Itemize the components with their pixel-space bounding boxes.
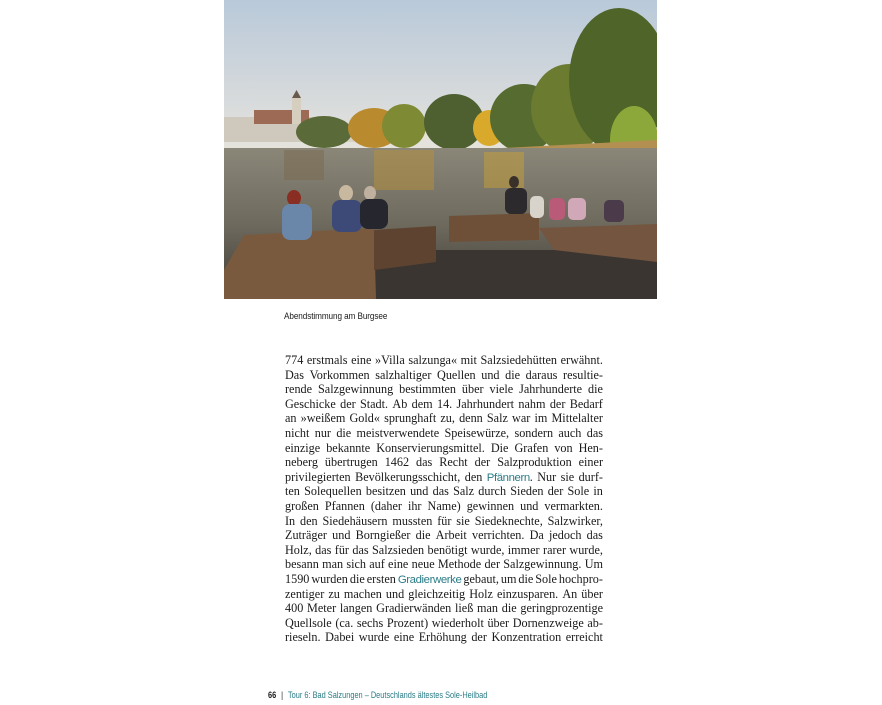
word: nur (314, 425, 331, 440)
text-line (285, 441, 603, 456)
page-number: 66 (268, 690, 277, 700)
word: Konservierungsmittel. (376, 440, 485, 455)
word: sich (346, 557, 366, 572)
text-line (285, 528, 603, 543)
word: denn (459, 411, 483, 426)
word: 400 (285, 601, 304, 616)
word: Name) (427, 498, 461, 513)
word: das (432, 484, 449, 499)
word: Sole (535, 571, 557, 586)
word: Zuträger (285, 528, 327, 543)
word: die (518, 571, 534, 586)
word: Salz (453, 484, 475, 499)
word: der (474, 455, 491, 470)
word: erstmals (306, 353, 348, 367)
word: sie (560, 469, 575, 484)
word: zu, (440, 411, 455, 426)
word: viele (489, 382, 514, 397)
word: dem (411, 396, 433, 411)
word: besitzen (365, 484, 406, 499)
word: und (385, 586, 405, 601)
word: sondern (514, 425, 554, 440)
word: Salzgewinnung. (503, 557, 582, 572)
text-line (285, 601, 603, 616)
word: das (586, 425, 603, 440)
word: (daher (370, 498, 402, 513)
word: Siedeknechte, (474, 513, 543, 528)
word: eine (351, 353, 372, 367)
word: einzige (285, 440, 321, 455)
word: großen (285, 498, 319, 513)
word: über (461, 382, 484, 397)
word: und (520, 498, 539, 513)
word: Ab (392, 396, 408, 411)
word: Holz, (285, 542, 312, 557)
word: zentiger (285, 586, 325, 601)
word: der (484, 557, 500, 572)
word: rarer (543, 542, 567, 557)
text-line (285, 411, 603, 426)
word: Quellen (437, 367, 476, 382)
word: Grafen (514, 440, 549, 455)
word: das (315, 542, 332, 557)
word: die (415, 528, 431, 543)
word: Stadt. (359, 396, 389, 411)
word: 774 (285, 353, 304, 367)
word: besann (285, 557, 319, 572)
text-line (285, 514, 603, 529)
word: ihr (407, 498, 422, 513)
word: daraus (525, 367, 558, 382)
word: bekannte (326, 440, 371, 455)
word: 1590 (285, 571, 310, 586)
word: einzusparen. (496, 586, 559, 601)
word: meistverwendete (356, 425, 440, 440)
text-line (285, 353, 603, 368)
word: über (487, 615, 510, 630)
word: privilegierten (285, 469, 351, 484)
word: Salz (486, 411, 508, 426)
word: eine (393, 630, 415, 645)
word: Salzwirker, (547, 513, 603, 528)
word: den (464, 469, 483, 484)
word: in (593, 484, 603, 499)
word: hochpro- (558, 571, 603, 586)
word: Mittelalter (551, 411, 603, 426)
word: von (554, 440, 573, 455)
word: den (300, 513, 318, 528)
word: Solequellen (304, 484, 362, 499)
word: »weißem (300, 411, 346, 426)
text-line (285, 572, 603, 587)
word: sechs (356, 615, 384, 630)
word: 14. (436, 396, 453, 411)
word: 1462 (384, 455, 410, 470)
word: Das (285, 367, 304, 382)
word: eine (388, 557, 409, 572)
word: Hen- (578, 440, 603, 455)
text-line (285, 368, 603, 383)
word: machen (343, 586, 382, 601)
word: Speisewürze, (444, 425, 510, 440)
word: Borngießer (355, 528, 411, 543)
word: Recht (439, 455, 468, 470)
glossary-term[interactable]: Pfännern (486, 471, 530, 484)
word: gebaut, (463, 571, 499, 586)
word: benötigt (427, 542, 468, 557)
word: ersten (366, 571, 396, 586)
word: ließ (455, 601, 474, 616)
word: das (352, 542, 369, 557)
word: nahm (518, 396, 546, 411)
word: das (586, 528, 603, 543)
word: Bedarf (569, 396, 603, 411)
word: sie (456, 513, 470, 528)
text-line (285, 543, 603, 558)
running-title: Tour 6: Bad Salzungen – Deutschlands ältestes Sole-Heilbad (287, 690, 488, 700)
word: neberg (285, 455, 318, 470)
word: wurde, (470, 542, 505, 557)
word: Jahrhundert (456, 396, 515, 411)
word: Geschicke (285, 396, 336, 411)
body-text (285, 353, 603, 645)
footer-separator: | (281, 690, 284, 700)
text-line (285, 484, 603, 499)
word: die (505, 367, 520, 382)
word: Salzgewinnung (318, 382, 394, 397)
word: langen (339, 601, 373, 616)
word: Meter (307, 601, 337, 616)
word: für (334, 542, 349, 557)
word: wiederholt (431, 615, 484, 630)
word: für (437, 513, 452, 528)
word: Methode (437, 557, 482, 572)
text-line (285, 470, 603, 485)
word: Salzproduktion (497, 455, 572, 470)
word: Sieden (510, 484, 544, 499)
text-line (285, 397, 603, 412)
word: immer (507, 542, 540, 557)
word: Nur (537, 469, 557, 484)
word: vermarkten. (544, 498, 603, 513)
word: das (416, 455, 433, 470)
word: Pfannen (324, 498, 365, 513)
text-line (285, 426, 603, 441)
word: der (340, 396, 356, 411)
word: Gold« (349, 411, 380, 426)
word: Salzsieden (372, 542, 425, 557)
word: wurde (358, 630, 390, 645)
photo-caption: Abendstimmung am Burgsee (284, 311, 388, 322)
word: zu (328, 586, 340, 601)
word: Prozent) (386, 615, 429, 630)
word-with-term: Pfännern. (486, 469, 533, 484)
word-with-term (398, 572, 462, 587)
word: »Villa (375, 353, 405, 367)
word: geringprozentige (520, 601, 603, 616)
word: der (547, 484, 564, 499)
word: durch (478, 484, 507, 499)
text-line (285, 499, 603, 514)
text-line (285, 616, 603, 631)
word: Dornenzweige (512, 615, 584, 630)
word: An (562, 586, 578, 601)
word: ab- (587, 615, 603, 630)
text-line (285, 630, 603, 645)
page-footer (268, 690, 487, 700)
word: die (501, 601, 517, 616)
lake-photo (224, 0, 657, 299)
word: und (481, 367, 500, 382)
word: die (336, 425, 352, 440)
burgsee-illustration (224, 0, 657, 299)
word: Vorkommen (309, 367, 370, 382)
word: Sole (567, 484, 590, 499)
word: über (581, 586, 603, 601)
word: und (410, 484, 429, 499)
word: wurden (311, 571, 348, 586)
word: neue (411, 557, 435, 572)
word: und (332, 528, 351, 543)
word: gleichzeitig (408, 586, 466, 601)
word: der (471, 630, 487, 645)
word: Arbeit (435, 528, 467, 543)
text-line (285, 587, 603, 602)
word: um (500, 571, 517, 586)
word: man (477, 601, 499, 616)
word: war (512, 411, 531, 426)
word: Die (490, 440, 509, 455)
word: durf- (578, 469, 603, 484)
word: erreicht (565, 630, 603, 645)
word: salzunga« (408, 353, 458, 367)
word: die (588, 382, 603, 397)
word: Holz (469, 586, 493, 601)
word: Erhöhung (418, 630, 467, 645)
word: Quellsole (285, 615, 332, 630)
word: Gradierwänden (376, 601, 452, 616)
word: die (349, 571, 365, 586)
word: Salzsiedehütten (480, 353, 558, 367)
word: salzhaltiger (375, 367, 432, 382)
word: man (322, 557, 344, 572)
word: erwähnt. (560, 353, 603, 367)
word: auch (558, 425, 582, 440)
word: an (285, 411, 297, 426)
word: rende (285, 382, 313, 397)
word: Jahrhunderte (519, 382, 583, 397)
word: nicht (285, 425, 310, 440)
word: auf (369, 557, 385, 572)
word: wurde, (569, 542, 603, 557)
word: Da (529, 528, 544, 543)
text-line (285, 557, 603, 572)
word: resultie- (563, 367, 603, 382)
word: (ca. (335, 615, 354, 630)
word: Siedehäusern (322, 513, 388, 528)
text-line (285, 455, 603, 470)
word: In (285, 513, 296, 528)
word: rieseln. (285, 630, 321, 645)
word: übertrugen (324, 455, 378, 470)
word: Dabei (325, 630, 355, 645)
word: gewinnen (466, 498, 515, 513)
word: sprunghaft (384, 411, 437, 426)
word: verrichten. (471, 528, 525, 543)
word: Bevölkerungsschicht, (355, 469, 461, 484)
word: im (534, 411, 548, 426)
word: Um (584, 557, 603, 572)
word: mit (460, 353, 477, 367)
word: einer (578, 455, 603, 470)
glossary-term[interactable]: Gradierwerke (397, 573, 462, 586)
word: der (549, 396, 566, 411)
word: ten (285, 484, 300, 499)
word: bestimmten (399, 382, 456, 397)
word: mussten (392, 513, 433, 528)
word: jedoch (548, 528, 582, 543)
word: Konzentration (491, 630, 562, 645)
text-line (285, 382, 603, 397)
